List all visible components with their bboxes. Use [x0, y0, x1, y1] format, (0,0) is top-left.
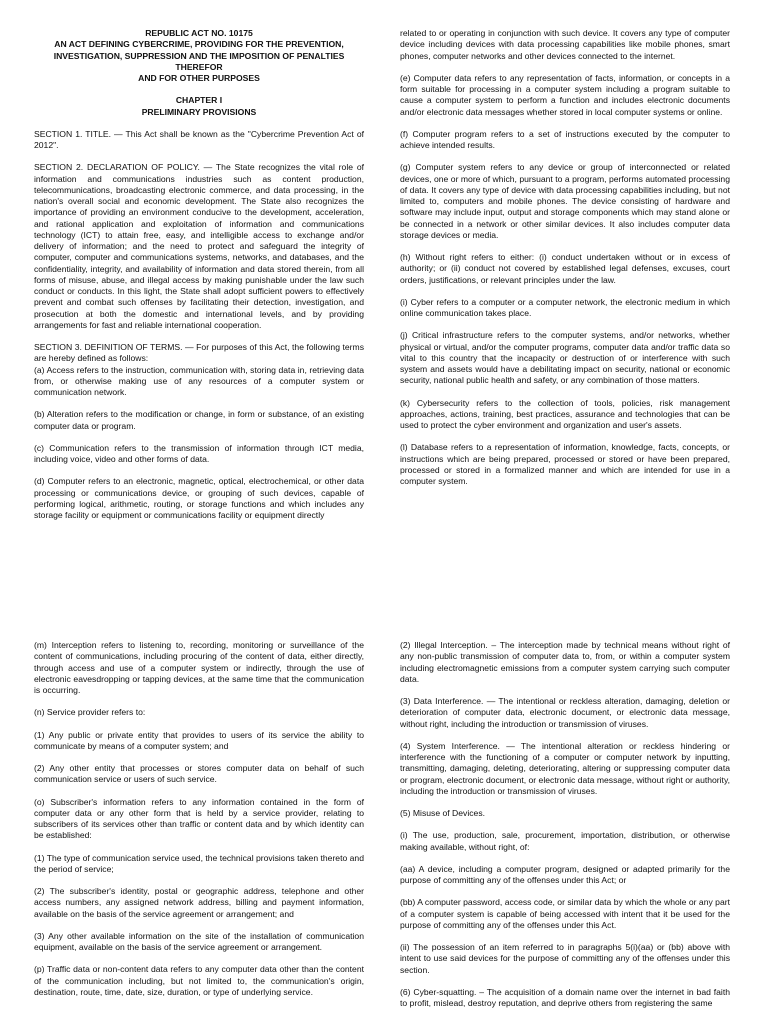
definition-paragraph: (1) The type of communication service used, the technical provisions taken thereto and the period of service; [34, 852, 364, 874]
definition-paragraph: (1) Any public or private entity that provides to users of its service the ability to communicate by means of a computer system; and [34, 729, 364, 751]
definition-paragraph: (d) Computer refers to an electronic, magnetic, optical, electrochemical, or other data processing or communications device, or grouping of such devices, capable of performing logical, arithmetic, routing, or storage functions and which includes any storage facility or equipment or communications facility or equipment directly [34, 476, 364, 520]
definition-paragraph: (g) Computer system refers to any device or group of interconnected or related devices, one or more of which, pursuant to a program, performs automated processing of data. It covers any type of device with data processing capabilities including, but not limited to, computers and mobile phones. The device consisting of hardware and software may include input, output and storage components which may stand alone or be connected in a network or other similar devices. It also includes computer data storage devices or media. [400, 162, 730, 240]
offense-paragraph: (ii) The possession of an item referred to in paragraphs 5(i)(aa) or (bb) above with intent to use said devices for the purpose of committing any of the offenses under this section. [400, 942, 730, 975]
page-1-left-column [34, 28, 364, 532]
definition-paragraph: (3) Any other available information on the site of the installation of communication equipment, available on the basis of the service agreement or arrangement. [34, 930, 364, 952]
act-title-line: AND FOR OTHER PURPOSES [138, 73, 260, 83]
definition-paragraph: (c) Communication refers to the transmission of information through ICT media, including voice, video and other forms of data. [34, 442, 364, 464]
chapter-name: PRELIMINARY PROVISIONS [141, 106, 257, 117]
page-1-right-column [400, 28, 730, 498]
definition-paragraph: (i) Cyber refers to a computer or a computer network, the electronic medium in which online communication takes place. [400, 296, 730, 318]
page-2-left-column [34, 640, 364, 1009]
page-2-right-column [400, 640, 730, 1020]
definition-paragraph: (o) Subscriber's information refers to any information contained in the form of computer data or any other form that is held by a service provider, relating to subscribers of its services other than traffic or content data and by which identity can be established: [34, 796, 364, 841]
offense-paragraph: (3) Data Interference. — The intentional or reckless alteration, damaging, deletion or deterioration of computer data, electronic document, or electronic data message, without right, including the introduction or transmission of viruses. [400, 696, 730, 729]
definition-paragraph: (k) Cybersecurity refers to the collection of tools, policies, risk management approaches, actions, training, best practices, assurance and technologies that can be used to protect the cyber environment and organization and user's assets. [400, 397, 730, 430]
section-3-intro: SECTION 3. DEFINITION OF TERMS. — For purposes of this Act, the following terms are hereby defined as follows: [34, 342, 364, 364]
offense-paragraph: (aa) A device, including a computer program, designed or adapted primarily for the purpose of committing any of the offenses under this Act; or [400, 863, 730, 885]
offense-paragraph: (i) The use, production, sale, procurement, importation, distribution, or otherwise making available, without right, of: [400, 830, 730, 852]
offense-paragraph: (4) System Interference. — The intentional alteration or reckless hindering or interference with the functioning of a computer or computer network by inputting, transmitting, damaging, deleting, deteriorating, altering or suppressing computer data or program, electronic document, or electronic data message, without right or authority, including the introduction or transmission of viruses. [400, 740, 730, 796]
definition-paragraph: (f) Computer program refers to a set of instructions executed by the computer to achieve intended results. [400, 128, 730, 150]
offense-paragraph: (bb) A computer password, access code, or similar data by which the whole or any part of a computer system is capable of being accessed with intent that it be used for the purpose of committing any of the offenses under this Act. [400, 897, 730, 930]
section-1-paragraph: SECTION 1. TITLE. — This Act shall be known as the "Cybercrime Prevention Act of 2012". [34, 128, 364, 150]
offense-paragraph: (6) Cyber-squatting. – The acquisition of a domain name over the internet in bad faith to profit, mislead, destroy reputation, and deprive others from registering the same [400, 986, 730, 1008]
page-2 [0, 612, 768, 1024]
definition-paragraph: (p) Traffic data or non-content data refers to any computer data other than the content of the communication including, but not limited to, the communication's origin, destination, route, time, date, size, duration, or type of underlying service. [34, 964, 364, 997]
definition-paragraph: related to or operating in conjunction with such device. It covers any type of computer device including devices with data processing capabilities like mobile phones, smart phones, computer networks and other devices connected to the internet. [400, 28, 730, 61]
definition-paragraph: (2) Any other entity that processes or stores computer data on behalf of such communication service or users of such service. [34, 763, 364, 785]
offense-paragraph: (2) Illegal Interception. – The interception made by technical means without right of any non-public transmission of computer data to, from, or within a computer system including electromagnetic emissions from a computer system carrying such computer data. [400, 640, 730, 684]
definition-paragraph: (2) The subscriber's identity, postal or geographic address, telephone and other access numbers, any assigned network address, billing and payment information, available on the basis of the service agreement or arrangement; and [34, 886, 364, 919]
act-number: REPUBLIC ACT NO. 10175 [145, 28, 253, 38]
offense-heading: (5) Misuse of Devices. [400, 808, 486, 818]
definition-paragraph: (h) Without right refers to either: (i) conduct undertaken without or in excess of authority; or (ii) conduct not covered by established legal defenses, excuses, court orders, justifications, or relevant principles under the law. [400, 252, 730, 285]
section-2-paragraph: SECTION 2. DECLARATION OF POLICY. — The State recognizes the vital role of information and communications industries such as content production, telecommunications, broadcasting electronic commerce, and data processing, in the nation's overall social and economic development. The State also recognizes the importance of providing an environment conducive to the development, acceleration, and rational application and exploitation of information and communications technology (ICT) to attain free, easy, and intelligible access to exchange and/or delivery of information; and the need to protect and safeguard the integrity of computer, computer and communications systems, networks, and databases, and the confidentiality, integrity, and availability of information and data stored therein, from all forms of misuse, abuse, and illegal access by making punishable under the law such conduct or conducts. In this light, the State shall adopt sufficient powers to effectively prevent and combat such offenses by facilitating their detection, investigation, and prosecution at both the domestic and international levels, and by providing arrangements for fast and reliable international cooperation. [34, 162, 364, 330]
definition-paragraph: (a) Access refers to the instruction, communication with, storing data in, retrieving data from, or otherwise making use of any resources of a computer system or communication network. [34, 364, 364, 397]
chapter-number: CHAPTER I [175, 95, 223, 106]
definition-paragraph: (e) Computer data refers to any representation of facts, information, or concepts in a form suitable for processing in a computer system including a program suitable to cause a computer system to perform a function and includes electronic documents and/or electronic data messages whether stored in local computer systems or online. [400, 72, 730, 117]
definition-paragraph: (j) Critical infrastructure refers to the computer systems, and/or networks, whether physical or virtual, and/or the computer programs, computer data and/or traffic data so vital to this country that the incapacity or destruction of or interference with such system and assets would have a debilitating impact on security, national or economic security, national public health and safety, or any combination of those matters. [400, 330, 730, 386]
act-title [34, 28, 364, 84]
definition-paragraph: (b) Alteration refers to the modification or change, in form or substance, of an existing computer data or program. [34, 409, 364, 431]
act-title-line: INVESTIGATION, SUPPRESSION AND THE IMPOSITION OF PENALTIES THEREFOR [53, 50, 345, 72]
definition-paragraph: (n) Service provider refers to: [34, 707, 146, 718]
chapter-heading [34, 95, 364, 118]
definition-paragraph: (m) Interception refers to listening to, recording, monitoring or surveillance of the content of communications, including procuring of the content of data, either directly, through access and use of a computer system or indirectly, through the use of electronic eavesdropping or tapping devices, at the same time that the communication is occurring. [34, 640, 364, 695]
definition-paragraph: (l) Database refers to a representation of information, knowledge, facts, concepts, or instructions which are being prepared, processed or stored or have been prepared, processed or stored in a formalized manner and which are intended for use in a computer system. [400, 442, 730, 486]
act-title-line: AN ACT DEFINING CYBERCRIME, PROVIDING FOR THE PREVENTION, [54, 39, 344, 50]
